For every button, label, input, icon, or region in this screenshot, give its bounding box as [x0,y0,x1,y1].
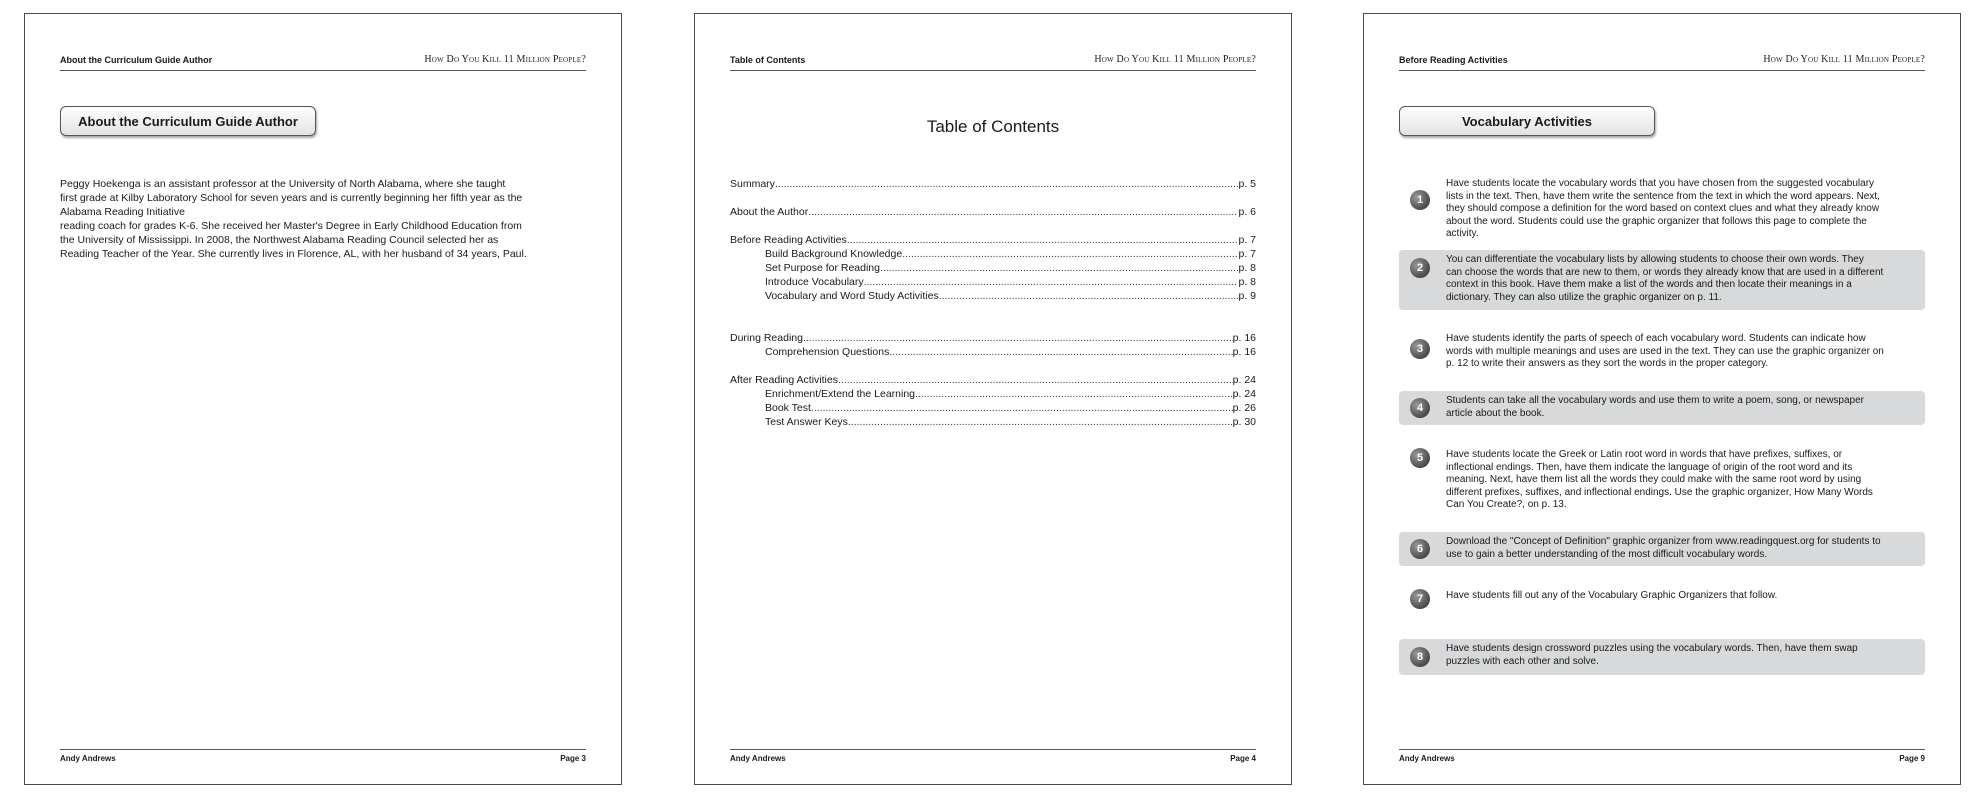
activity-line: Students can take all the vocabulary words and use them to write a poem, song, or newspaper [1446,395,1865,406]
activity-item [1399,445,1925,515]
toc-entry-page: p. 16 [1232,346,1256,358]
bio-line: Peggy Hoekenga is an assistant professor at the University of North Alabama, where she taught [60,178,506,190]
activity-line: can choose the words that are new to them, or words they already know that are used in a different [1446,266,1884,278]
document-page-9 [1363,13,1961,785]
toc-entry[interactable] [730,233,1256,247]
activity-line: Download the "Concept of Definition" graphic organizer from www.readingquest.org for students to [1446,536,1881,547]
activity-line: activity. [1446,228,1479,240]
header-book-title: How Do You Kill 11 Million People? [1094,54,1256,65]
number-badge-icon: 8 [1410,647,1430,667]
page-footer [1399,749,1925,766]
toc-leader-dots [880,261,1238,275]
toc-entry-label: Book Test [765,402,811,414]
footer-author: Andy Andrews [60,754,116,763]
number-badge-icon: 1 [1410,190,1430,210]
bio-line: reading coach for grades K-6. She received her Master's Degree in Early Childhood Education from [60,220,522,232]
toc-entry-label: Test Answer Keys [765,416,848,428]
activity-text [1446,590,1922,603]
toc-entry-label: Enrichment/Extend the Learning [765,388,916,400]
toc-subentry[interactable] [730,401,1256,415]
number-badge-icon: 3 [1410,339,1430,359]
toc-leader-dots [915,387,1233,401]
activity-text [1446,643,1922,668]
page-footer [60,749,586,766]
activity-text [1446,395,1922,420]
toc-entry-page: p. 30 [1232,416,1256,428]
activity-line: Have students locate the Greek or Latin root word in words that have prefixes, suffixes, or [1446,449,1843,460]
toc-entry-label: Introduce Vocabulary [765,276,864,288]
activity-line: Have students locate the vocabulary words that you have chosen from the suggested vocabulary [1446,178,1875,189]
toc-entry-label: During Reading [730,332,803,344]
header-book-title: How Do You Kill 11 Million People? [1763,54,1925,65]
toc-leader-dots [775,177,1239,191]
activity-line: puzzles with each other and solve. [1446,655,1599,667]
activity-text [1446,449,1922,512]
activity-text [1446,178,1922,241]
toc-entry-page: p. 5 [1238,178,1256,190]
bio-line: the University of Mississippi. In 2008, the Northwest Alabama Reading Council selected her as [60,234,499,246]
toc-entry-page: p. 7 [1238,234,1256,246]
toc-entry-label: Before Reading Activities [730,234,847,246]
page-header [60,54,586,71]
activity-line: dictionary. They can also utilize the graphic organizer on p. 11. [1446,291,1722,303]
page-header [730,54,1256,71]
activity-text [1446,536,1922,561]
activity-line: Have students fill out any of the Vocabulary Graphic Organizers that follow. [1446,590,1778,601]
activity-line: Can You Create?, on p. 13. [1446,499,1567,511]
bio-line: Reading Teacher of the Year. She currently lives in Florence, AL, with her husband of 34 years, Paul. [60,248,527,260]
footer-page-number: Page 4 [1230,754,1256,763]
activity-line: about the word. Students could use the graphic organizer that follows this page to complete the [1446,215,1867,227]
toc-leader-dots [864,275,1239,289]
toc-leader-dots [803,331,1233,345]
footer-author: Andy Andrews [1399,754,1455,763]
toc-leader-dots [902,247,1238,261]
toc-title: Table of Contents [926,117,1060,136]
number-badge-icon: 7 [1410,589,1430,609]
toc-entry-label: Vocabulary and Word Study Activities [765,290,939,302]
toc-leader-dots [838,373,1233,387]
toc-leader-dots [808,205,1238,219]
toc-leader-dots [811,401,1233,415]
toc-subentry[interactable] [730,289,1256,303]
activity-text [1446,333,1922,371]
activity-item [1399,639,1925,675]
toc-entry-label: Summary [730,178,775,190]
toc-entry-page: p. 8 [1238,276,1256,288]
activity-item [1399,174,1925,244]
activity-line: meaning. Next, have them list all the words they could make with the same root word by using [1446,474,1862,486]
activity-line: You can differentiate the vocabulary lists by allowing students to choose their own words. They [1446,254,1864,265]
number-badge-icon: 2 [1410,258,1430,278]
toc-subentry[interactable] [730,387,1256,401]
number-badge-icon: 4 [1410,398,1430,418]
toc-entry[interactable] [730,205,1256,219]
activity-item [1399,532,1925,566]
number-badge-icon: 5 [1410,448,1430,468]
bio-line: first grade at Kilby Laboratory School for seven years and is currently beginning her fifth year as the [60,192,523,204]
toc-leader-dots [889,345,1232,359]
toc-entry-page: p. 9 [1238,290,1256,302]
toc-entry-page: p. 8 [1238,262,1256,274]
activity-line: context in this book. Have them make a list of the words and then locate their meanings in a [1446,279,1852,291]
footer-author: Andy Andrews [730,754,786,763]
toc-entry-label: Comprehension Questions [765,346,890,358]
toc-subentry[interactable] [730,261,1256,275]
header-book-title: How Do You Kill 11 Million People? [424,54,586,65]
header-section-title: Table of Contents [730,55,806,65]
page-header [1399,54,1925,71]
toc-leader-dots [847,233,1239,247]
activity-line: use to gain a better understanding of the most difficult vocabulary words. [1446,548,1768,560]
activity-line: lists in the text. Then, have them write the sentence from the text in which the word appears. Next, [1446,190,1880,202]
toc-entry-page: p. 24 [1232,388,1256,400]
activity-line: inflectional endings. Then, have them indicate the language of origin of the root word and its [1446,461,1853,473]
activity-line: Have students design crossword puzzles using the vocabulary words. Then, have them swap [1446,643,1858,654]
toc-entry[interactable] [730,177,1256,191]
toc-entry[interactable] [730,373,1256,387]
toc-entry-page: p. 7 [1238,248,1256,260]
activity-line: words with multiple meanings and uses are used in the text. They can use the graphic organizer on [1446,345,1884,357]
header-section-title: Before Reading Activities [1399,55,1508,65]
toc-entry-label: Set Purpose for Reading [765,262,880,274]
section-title-box: Vocabulary Activities [1399,106,1655,136]
activity-line: p. 12 to write their answers as they sort the words in the proper category. [1446,358,1769,370]
toc-leader-dots [848,415,1233,429]
activity-text [1446,254,1922,304]
activity-item [1399,329,1925,375]
author-bio [60,177,595,261]
toc-entry-page: p. 24 [1232,374,1256,386]
activity-line: different prefixes, suffixes, and inflectional endings. Use the graphic organizer, How Many Words [1446,486,1873,498]
document-page-4 [694,13,1292,785]
footer-page-number: Page 3 [560,754,586,763]
section-title-box: About the Curriculum Guide Author [60,106,316,136]
activity-item [1399,250,1925,310]
toc-entry-page: p. 26 [1232,402,1256,414]
toc-subentry[interactable] [730,275,1256,289]
toc-leader-dots [939,289,1239,303]
toc-entry-page: p. 6 [1238,206,1256,218]
toc-entry-label: About the Author [730,206,809,218]
number-badge-icon: 6 [1410,539,1430,559]
header-section-title: About the Curriculum Guide Author [60,55,213,65]
toc-entry[interactable] [730,331,1256,345]
footer-page-number: Page 9 [1899,754,1925,763]
page-footer [730,749,1256,766]
document-page-3 [24,13,622,785]
toc-entry-label: Build Background Knowledge [765,248,903,260]
toc-entry-label: After Reading Activities [730,374,838,386]
activity-line: article about the book. [1446,407,1545,419]
activity-item [1399,391,1925,425]
toc-subentry[interactable] [730,415,1256,429]
toc-subentry[interactable] [730,345,1256,359]
activity-item [1399,586,1925,620]
bio-line: Alabama Reading Initiative [60,206,185,218]
toc-subentry[interactable] [730,247,1256,261]
activity-line: they should compose a definition for the word based on context clues and what they already know [1446,203,1880,215]
activity-line: Have students identify the parts of speech of each vocabulary word. Students can indicate how [1446,333,1866,344]
toc-entry-page: p. 16 [1232,332,1256,344]
